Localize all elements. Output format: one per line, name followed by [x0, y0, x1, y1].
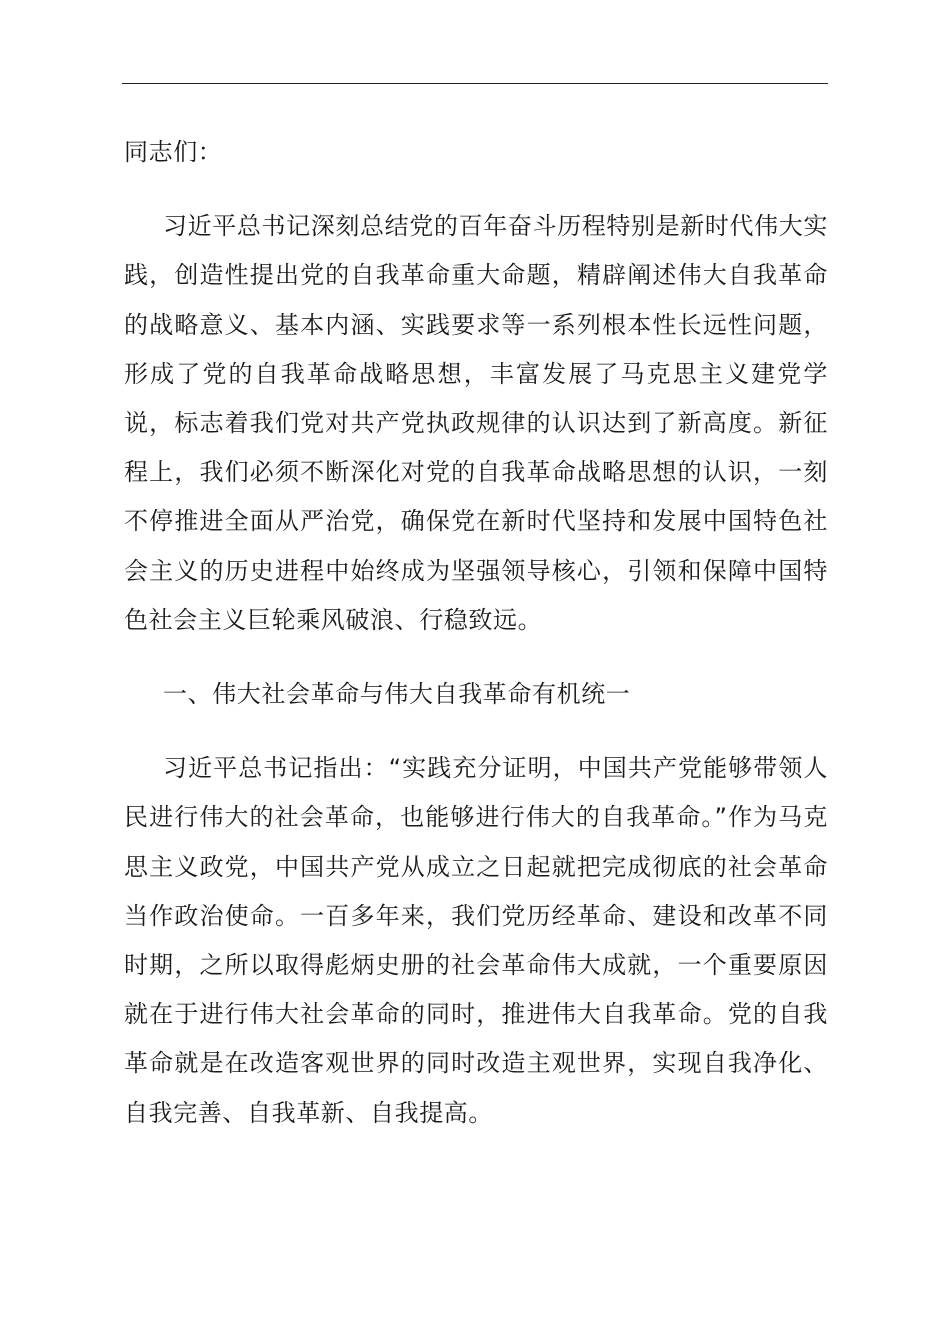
header-divider	[122, 83, 828, 84]
document-body	[124, 128, 828, 1163]
salutation: 同志们：	[124, 138, 223, 166]
section-heading: 一、伟大社会革命与伟大自我革命有机统一	[163, 680, 631, 709]
section-paragraph: 习近平总书记指出：“实践充分证明，中国共产党能够带领人民进行伟大的社会革命，也能够进行伟大的自我革命。”作为马克思主义政党，中国共产党从成立之日起就把完成彻底的社会革命当作政治使命。一百多年来，我们党历经革命、建设和改革不同时期，之所以取得彪炳史册的社会革命伟大成就，一个重要原因就在于进行伟大社会革命的同时，推进伟大自我革命。党的自我革命就是在改造客观世界的同时改造主观世界，实现自我净化、自我完善、自我革新、自我提高。	[124, 754, 828, 1127]
intro-paragraph: 习近平总书记深刻总结党的百年奋斗历程特别是新时代伟大实践，创造性提出党的自我革命重大命题，精辟阐述伟大自我革命的战略意义、基本内涵、实践要求等一系列根本性长远性问题，形成了党的自我革命战略思想，丰富发展了马克思主义建党学说，标志着我们党对共产党执政规律的认识达到了新高度。新征程上，我们必须不断深化对党的自我革命战略思想的认识，一刻不停推进全面从严治党，确保党在新时代坚持和发展中国特色社会主义的历史进程中始终成为坚强领导核心，引领和保障中国特色社会主义巨轮乘风破浪、行稳致远。	[124, 212, 828, 634]
